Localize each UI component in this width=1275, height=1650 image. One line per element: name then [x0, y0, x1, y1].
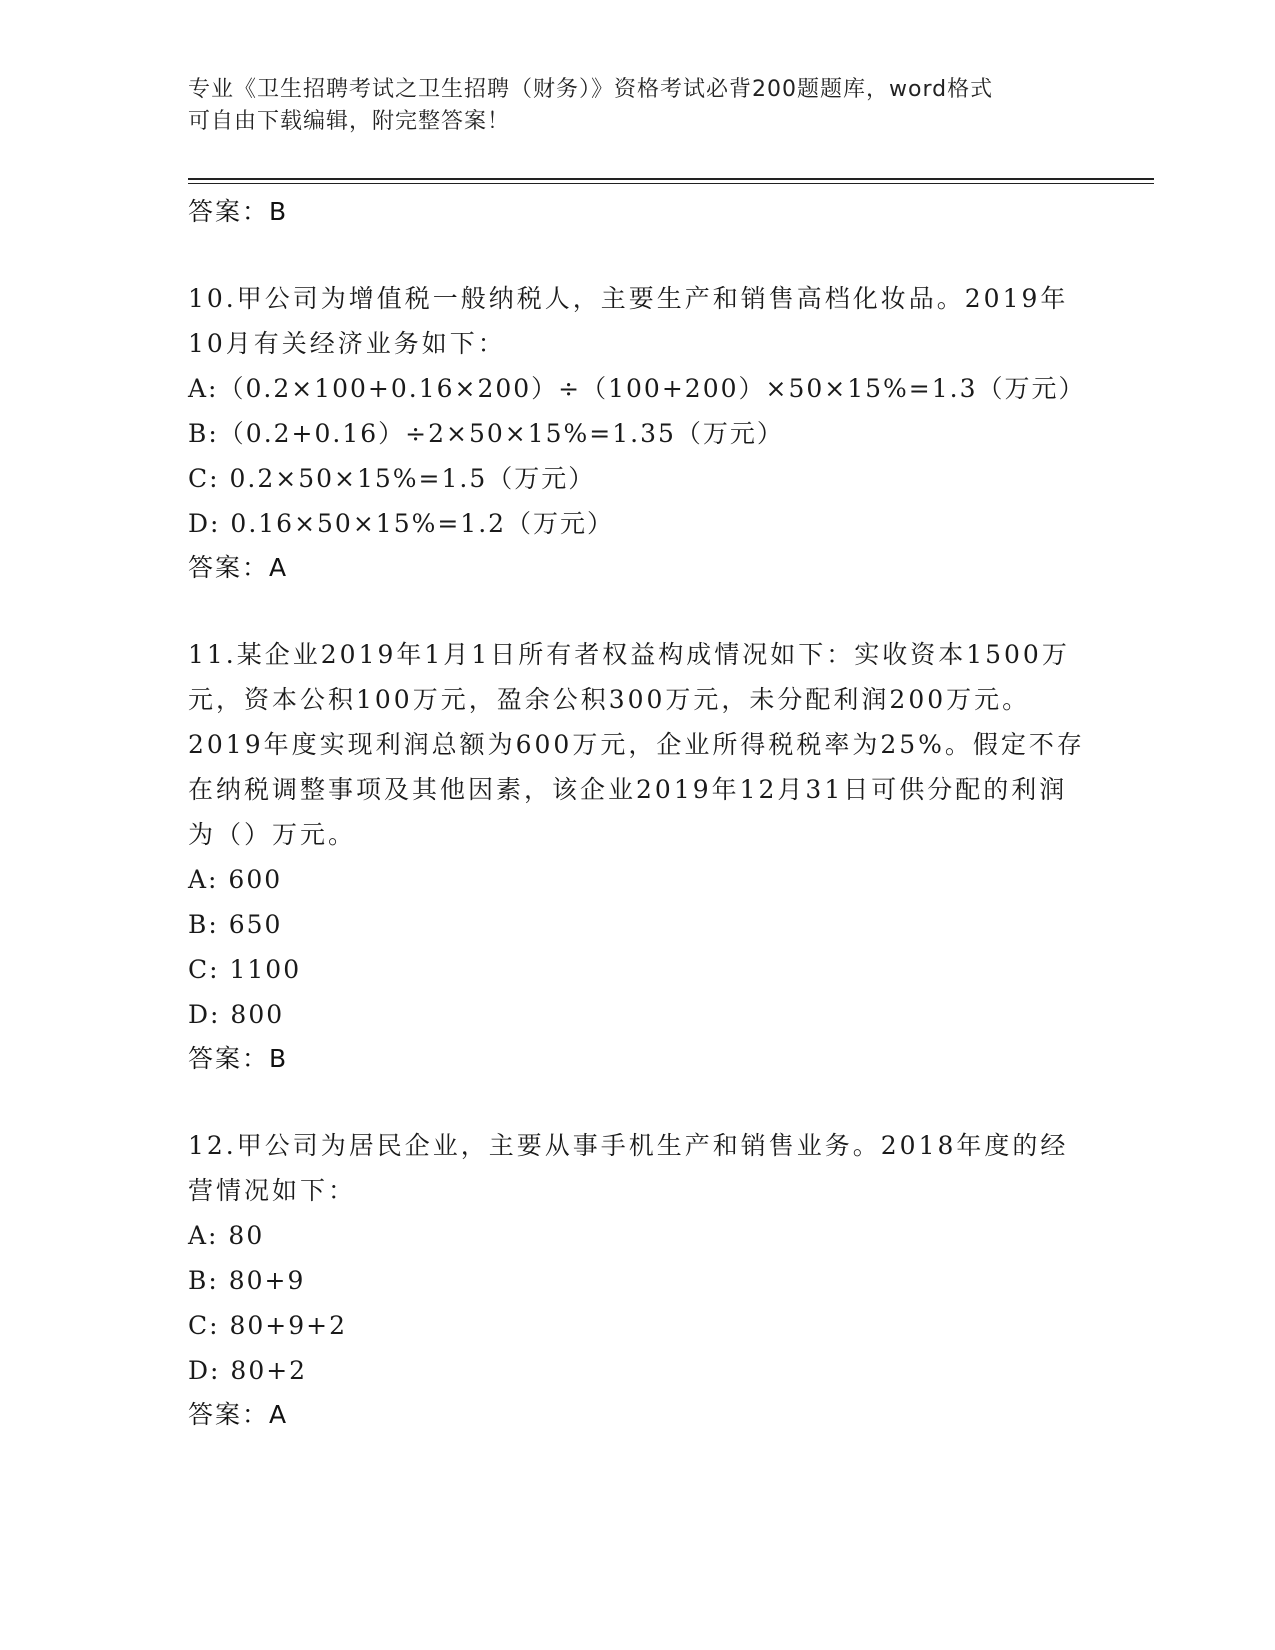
question-12: [188, 1123, 1088, 1437]
question-10: [188, 276, 1088, 590]
answer-value: A: [269, 1400, 289, 1429]
option-b: B: 650: [188, 910, 283, 939]
option-c: C: 0.2×50×15%=1.5（万元）: [188, 464, 596, 493]
option-b: B: 80+9: [188, 1266, 306, 1295]
option-d: D: 800: [188, 1000, 285, 1029]
option-c: C: 1100: [188, 955, 302, 984]
option-d: D: 80+2: [188, 1356, 308, 1385]
answer-label: 答案：: [188, 553, 270, 582]
option-a: A:（0.2×100+0.16×200）÷（100+200）×50×15%=1.3（万元）: [188, 374, 1086, 403]
answer-value: B: [269, 1044, 289, 1073]
answer-label: 答案：: [188, 1044, 270, 1073]
header-rule-thin: [188, 183, 1154, 184]
header-rule-thick: [188, 178, 1154, 180]
question-list: [188, 190, 1088, 1437]
option-b: B:（0.2+0.16）÷2×50×15%=1.35（万元）: [188, 419, 784, 448]
page-header: [188, 74, 1068, 138]
question-answer: [188, 1037, 1088, 1081]
answer-value: B: [269, 197, 289, 226]
question-answer: [188, 546, 1088, 590]
previous-answer: [188, 190, 1088, 234]
answer-label: 答案：: [188, 197, 270, 226]
option-c: C: 80+9+2: [188, 1311, 348, 1340]
answer-value: A: [269, 553, 289, 582]
question-answer: [188, 1393, 1088, 1437]
question-text: 11.某企业2019年1月1日所有者权益构成情况如下：实收资本1500万元，资本公积100万元，盈余公积300万元，未分配利润200万元。2019年度实现利润总额为600万元，企业所得税税率为25%。假定不存在纳税调整事项及其他因素，该企业2019年12月31日可供分配的利润为（）万元。: [188, 640, 1085, 849]
option-a: A: 80: [188, 1221, 265, 1250]
option-a: A: 600: [188, 865, 283, 894]
header-line-2: 可自由下载编辑，附完整答案！: [188, 109, 511, 134]
question-11: [188, 632, 1088, 1081]
option-d: D: 0.16×50×15%=1.2（万元）: [188, 509, 615, 538]
question-text: 10.甲公司为增值税一般纳税人，主要生产和销售高档化妆品。2019年10月有关经济业务如下：: [188, 284, 1069, 358]
answer-label: 答案：: [188, 1400, 270, 1429]
question-text: 12.甲公司为居民企业，主要从事手机生产和销售业务。2018年度的经营情况如下：: [188, 1131, 1069, 1205]
header-line-1: 专业《卫生招聘考试之卫生招聘（财务）》资格考试必背200题题库，word格式: [188, 77, 994, 102]
